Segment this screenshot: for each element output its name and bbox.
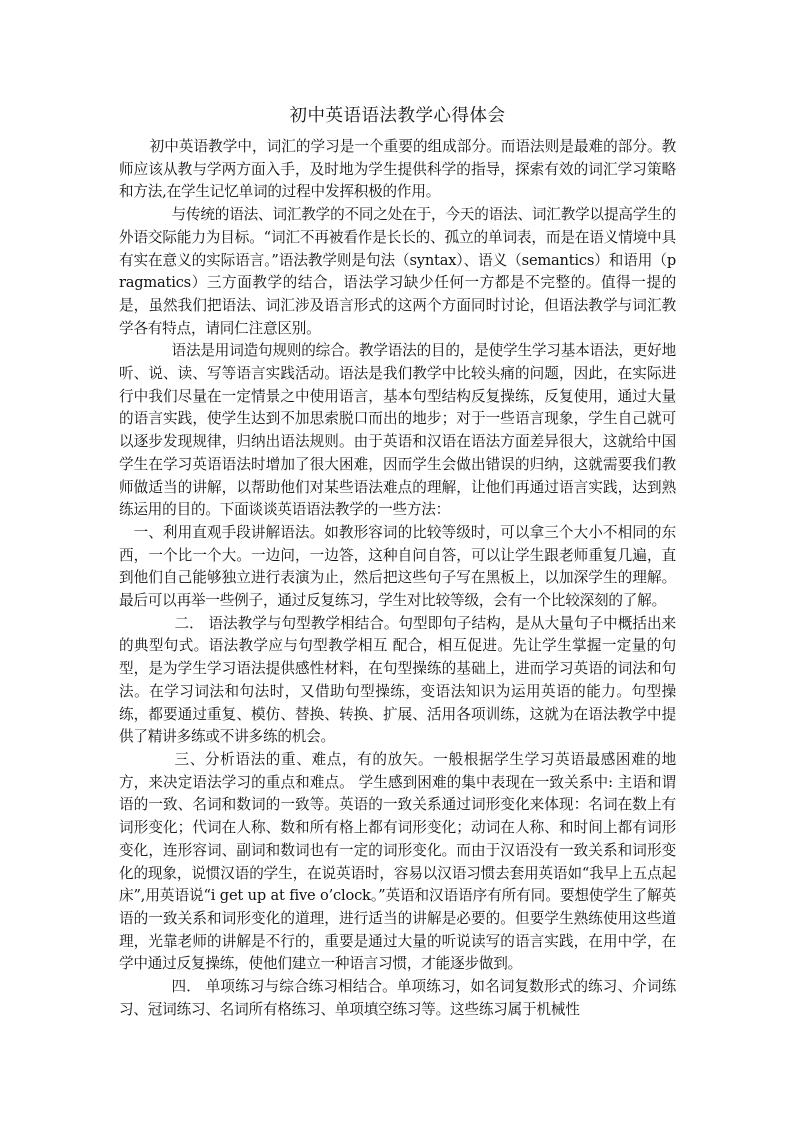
document-title: 初中英语语法教学心得体会 bbox=[289, 106, 506, 126]
paragraph-method-4: 四． 单项练习与综合练习相结合。单项练习，如名词复数形式的练习、介词练习、冠词练习、名词所有格练习、单项填空练习等。这些练习属于机械性 bbox=[119, 978, 676, 1018]
paragraph-method-2: 二． 语法教学与句型教学相结合。句型即句子结构，是从大量句子中概括出来的典型句式。语法教学应与句型教学相互 配合，相互促进。先让学生掌握一定量的句型，是为学生学习语法提供感性材料，在句型操练的基础上，进而学习英语的词法和句法。在学习词法和句法时，又借助句型操练，变语法知识为运用英语的能力。句型操练，都要通过重复、模仿、替换、转换、扩展、活用各项训练，这就为在语法教学中提供了精讲多练或不讲多练的机会。 bbox=[119, 614, 676, 746]
document-page bbox=[119, 104, 676, 1021]
paragraph-intro: 初中英语教学中，词汇的学习是一个重要的组成部分。而语法则是最难的部分。教师应该从教与学两方面入手，及时地为学生提供科学的指导，探索有效的词汇学习策略和方法,在学生记忆单词的过程中发挥积极的作用。 bbox=[119, 138, 676, 201]
paragraph-grammar-definition: 语法是用词造句规则的综合。教学语法的目的，是使学生学习基本语法，更好地听、说、读、写等语言实践活动。语法是我们教学中比较头痛的问题，因此，在实际进行中我们尽量在一定情景之中使用语言，基本句型结构反复操练，反复使用，通过大量的语言实践，使学生达到不加思索脱口而出的地步；对于一些语言现象，学生自己就可以逐步发现规律，归纳出语法规则。由于英语和汉语在语法方面差异很大，这就给中国学生在学习英语语法时增加了很大困难，因而学生会做出错误的归纳，这就需要我们教师做适当的讲解，以帮助他们对某些语法难点的理解，让他们再通过语言实践，达到熟练运用的目的。下面谈谈英语语法教学的一些方法： bbox=[119, 342, 676, 519]
paragraph-method-3: 三、分析语法的重、难点，有的放矢。一般根据学生学习英语最感困难的地方，来决定语法学习的重点和难点。 学生感到困难的集中表现在一致关系中: 主语和谓语的一致、名词和数词的一致等。英语的一致关系通过词形变化来体现：名词在数上有词形变化；代词在人称、数和所有格上都有词形变化；动词在人称、和时间上都有词形变化，连形容词、副词和数词也有一定的词形变化。而由于汉语没有一致关系和词形变化的现象，说惯汉语的学生，在说英语时，容易以汉语习惯去套用英语如“我早上五点起床”,用英语说“i get up at five o’clock。”英语和汉语语序有所有同。要想使学生了解英语的一致关系和词形变化的道理，进行适当的讲解是必要的。但要学生熟练使用这些道理，光靠老师的讲解是不行的，重要是通过大量的听说读写的语言实践，在用中学，在学中通过反复操练，使他们建立一种语言习惯，才能逐步做到。 bbox=[119, 750, 676, 973]
paragraph-goals: 与传统的语法、词汇教学的不同之处在于，今天的语法、词汇教学以提高学生的外语交际能力为目标。“词汇不再被看作是长长的、孤立的单词表，而是在语义情境中具有实在意义的实际语言。”语法教学则是句法（syntax）、语义（semantics）和语用（pragmatics）三方面教学的结合，语法学习缺少任何一方都是不完整的。值得一提的是，虽然我们把语法、词汇涉及语言形式的这两个方面同时讨论，但语法教学与词汇教学各有特点，请同仁注意区别。 bbox=[119, 206, 676, 337]
paragraph-method-1: 一、利用直观手段讲解语法。如教形容词的比较等级时，可以拿三个大小不相同的东西，一个比一个大。一边问，一边答，这种自问自答，可以让学生跟老师重复几遍，直到他们自己能够独立进行表演为止，然后把这些句子写在黑板上，以加深学生的理解。最后可以再举一些例子，通过反复练习，学生对比较等级，会有一个比较深刻的了解。 bbox=[119, 523, 676, 610]
